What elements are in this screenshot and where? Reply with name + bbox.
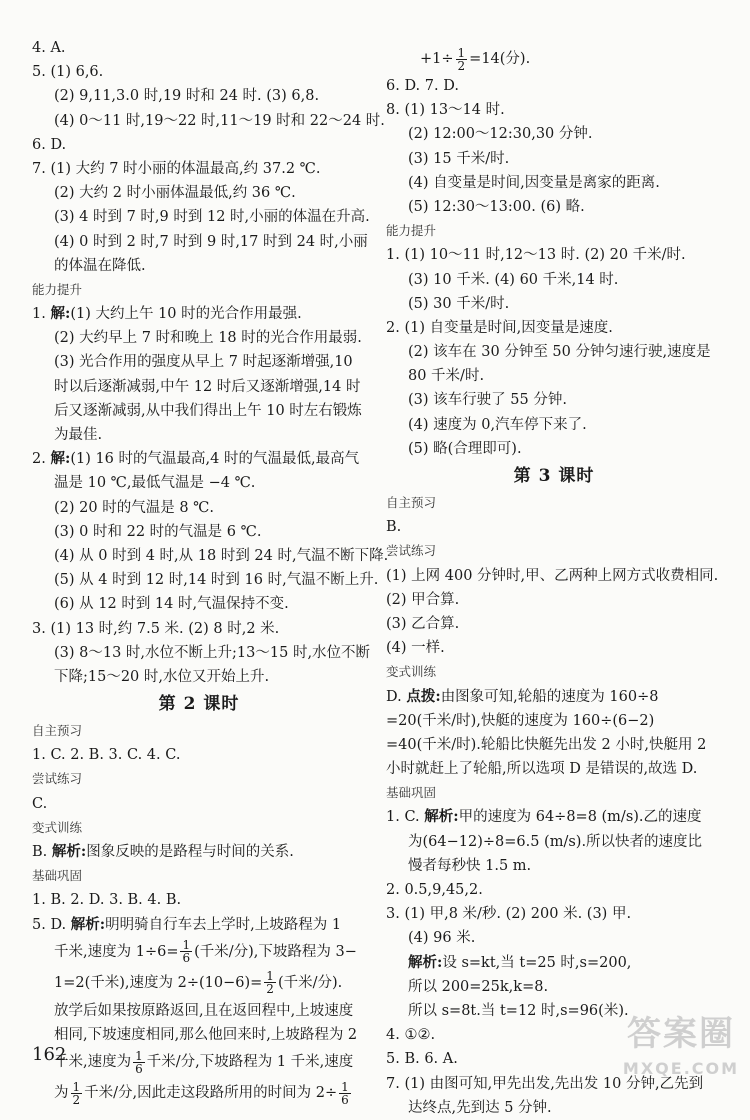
text-segment: +1÷	[420, 51, 454, 67]
answer-line: (2) 20 时的气温是 8 ℃.	[54, 499, 214, 516]
answer-line: 7. (1) 大约 7 时小丽的体温最高,约 37.2 ℃.	[32, 160, 321, 177]
fraction-one-half	[264, 970, 276, 995]
section-heading: 变式训练	[32, 819, 83, 835]
answer-line: 6. D. 7. D.	[386, 78, 459, 94]
answer-line: 达终点,先到达 5 分钟.	[408, 1099, 552, 1116]
text-segment: 千米/分,因此走这段路所用的时间为 2÷	[84, 1085, 338, 1102]
answer-line: (2) 大约 2 时小丽体温最低,约 36 ℃.	[54, 185, 296, 202]
lesson-title: 第 2 课时	[158, 694, 240, 715]
answer-line: 温是 10 ℃,最低气温是 −4 ℃.	[54, 475, 256, 492]
answer-line: (4) 一样.	[386, 640, 445, 657]
section-heading: 能力提升	[32, 281, 83, 297]
answer-line-fraction	[386, 44, 722, 74]
section-heading: 自主预习	[32, 723, 83, 739]
answer-line: (5) 略(合理即可).	[408, 440, 522, 457]
answer-line: (4) 自变量是时间,因变量是离家的距离.	[408, 174, 660, 191]
answer-line: (3) 8～13 时,水位不断上升;13～15 时,水位不断	[54, 644, 371, 661]
answer-line: 2. 0.5,9,45,2.	[386, 882, 483, 898]
answer-line: (4) 从 0 时到 4 时,从 18 时到 24 时,气温不断下降.	[54, 547, 389, 564]
answer-line: (3) 10 千米. (4) 60 千米,14 时.	[408, 271, 619, 288]
fraction-numerator: 1	[457, 45, 466, 60]
answer-line: 6. D.	[32, 136, 67, 153]
answer-line: (6) 从 12 时到 14 时,气温保持不变.	[54, 596, 289, 613]
answer-line: 3. (1) 13 时,约 7.5 米. (2) 8 时,2 米.	[32, 620, 280, 637]
fraction-one-sixth	[133, 1050, 145, 1075]
answer-line-fraction	[32, 937, 366, 967]
fraction-denominator: 2	[72, 1092, 81, 1107]
answer-line: 1. B. 2. D. 3. B. 4. B.	[32, 892, 182, 909]
fraction-one-sixth	[180, 939, 192, 964]
answer-line: 相同,下坡速度相同,那么他回来时,上坡路程为 2	[54, 1026, 358, 1043]
answer-line: 小时就赶上了轮船,所以选项 D 是错误的,故选 D.	[386, 761, 698, 778]
section-heading: 基础巩固	[32, 868, 83, 884]
fraction-numerator: 1	[182, 938, 191, 953]
text-segment: =14(分).	[469, 51, 531, 67]
answer-line: (3) 光合作用的强度从早上 7 时起逐渐增强,10	[54, 354, 353, 371]
text-segment: 千米/分,下坡路程为 1 千米,速度	[146, 1054, 354, 1071]
right-column	[386, 44, 722, 1120]
watermark-logo	[616, 1009, 746, 1091]
answer-line: (3) 乙合算.	[386, 615, 460, 632]
answer-line: 1. C. 解析:甲的速度为 64÷8=8 (m/s).乙的速度	[386, 808, 702, 826]
answer-line: 5. (1) 6,6.	[32, 64, 104, 81]
answer-line: (2) 该车在 30 分钟至 50 分钟匀速行驶,速度是	[408, 344, 711, 361]
answer-line: 7. (1) 由图可知,甲先出发,先出发 10 分钟,乙先到	[386, 1075, 704, 1092]
section-heading: 自主预习	[386, 495, 437, 510]
fraction-numerator: 1	[266, 969, 274, 984]
answer-line: 放学后如果按原路返回,且在返回程中,上坡速度	[54, 1002, 354, 1019]
answer-line: 4. A.	[32, 40, 66, 56]
section-heading: 尝试练习	[386, 543, 437, 559]
section-heading: 变式训练	[386, 664, 437, 680]
text-segment: (千米/分).	[277, 974, 343, 991]
answer-line: B. 解析:图象反映的是路程与时间的关系.	[32, 843, 294, 860]
watermark-url: MXQE.COM	[622, 1059, 740, 1078]
answer-line: 的体温在降低.	[54, 257, 146, 274]
answer-line: (2) 9,11,3.0 时,19 时和 24 时. (3) 6,8.	[54, 88, 320, 105]
fraction-denominator: 6	[341, 1092, 349, 1107]
answer-line: =40(千米/时).轮船比快艇先出发 2 小时,快艇用 2	[386, 736, 707, 753]
fraction-denominator: 2	[457, 58, 466, 73]
fraction-denominator: 2	[266, 982, 274, 997]
answer-line: 下降;15～20 时,水位又开始上升.	[54, 668, 270, 685]
page-number: 162	[32, 1044, 67, 1065]
answer-line-fraction	[32, 1047, 366, 1077]
answer-line: 为最佳.	[54, 427, 103, 443]
answer-line: D. 点拨:由图象可知,轮船的速度为 160÷8	[386, 687, 659, 705]
fraction-numerator: 1	[341, 1079, 349, 1094]
answer-line: 解析:设 s=kt,当 t=25 时,s=200,	[408, 953, 632, 971]
text-segment: 为	[54, 1085, 69, 1102]
answer-line: 1. (1) 10～11 时,12～13 时. (2) 20 千米/时.	[386, 247, 686, 264]
answer-line: (2) 甲合算.	[386, 591, 460, 608]
lesson-title: 第 3 课时	[513, 466, 595, 486]
answer-line-fraction	[32, 967, 366, 999]
answer-line: (4) 0～11 时,19～22 时,11～19 时和 22～24 时.	[54, 112, 385, 129]
answer-line: 1. C. 2. B. 3. C. 4. C.	[32, 747, 181, 764]
answer-line: 3. (1) 甲,8 米/秒. (2) 200 米. (3) 甲.	[386, 906, 632, 923]
answer-line: (3) 该车行驶了 55 分钟.	[408, 392, 567, 409]
answer-line: B.	[386, 519, 402, 536]
answer-line: (3) 15 千米/时.	[408, 150, 510, 167]
text-segment: 千米,速度为	[54, 1054, 132, 1071]
answer-line: C.	[32, 795, 48, 812]
answer-line: 慢者每秒快 1.5 m.	[408, 857, 532, 874]
section-heading: 尝试练习	[32, 771, 83, 787]
watermark-text: 答案圈	[627, 1014, 735, 1054]
answer-line: (5) 12:30～13:00. (6) 略.	[408, 198, 585, 215]
left-column	[32, 36, 389, 1109]
answer-line: 8. (1) 13～14 时.	[386, 102, 505, 119]
section-heading: 基础巩固	[386, 785, 437, 801]
answer-line: (5) 30 千米/时.	[408, 295, 510, 312]
text-segment: (千米/分),下坡路程为 3−	[194, 943, 357, 960]
fraction-numerator: 1	[72, 1079, 81, 1094]
fraction-one-sixth	[339, 1081, 351, 1106]
answer-line: (5) 从 4 时到 12 时,14 时到 16 时,气温不断上升.	[54, 572, 379, 589]
fraction-one-half	[71, 1081, 83, 1106]
answer-line: 80 千米/时.	[408, 368, 485, 385]
answer-line: 2. 解:(1) 16 时的气温最高,4 时的气温最低,最高气	[32, 450, 360, 468]
answer-line: 2. (1) 自变量是时间,因变量是速度.	[386, 319, 613, 336]
text-segment: 1=2(千米),速度为 2÷(10−6)=	[54, 974, 263, 991]
answer-line: 1. 解:(1) 大约上午 10 时的光合作用最强.	[32, 305, 302, 323]
answer-line: 5. D. 解析:明明骑自行车去上学时,上坡路程为 1	[32, 915, 342, 933]
answer-line: 为(64−12)÷8=6.5 (m/s).所以快者的速度比	[408, 833, 703, 850]
answer-line: (1) 上网 400 分钟时,甲、乙两种上网方式收费相同.	[386, 567, 719, 584]
answer-line: (4) 速度为 0,汽车停下来了.	[408, 416, 587, 433]
fraction-numerator: 1	[135, 1048, 143, 1063]
answer-line: (2) 大约早上 7 时和晚上 18 时的光合作用最弱.	[54, 330, 362, 347]
answer-line: (3) 0 时和 22 时的气温是 6 ℃.	[54, 523, 262, 540]
answer-line: (4) 96 米.	[408, 930, 476, 947]
answer-line: 4. ①②.	[386, 1027, 436, 1044]
fraction-denominator: 6	[182, 951, 191, 966]
answer-line: (4) 0 时到 2 时,7 时到 9 时,17 时到 24 时,小丽	[54, 233, 368, 250]
answer-line: (3) 4 时到 7 时,9 时到 12 时,小丽的体温在升高.	[54, 209, 370, 226]
fraction-denominator: 6	[135, 1061, 143, 1076]
fraction-one-half	[456, 47, 468, 72]
answer-line: 后又逐渐减弱,从中我们得出上午 10 时左右锻炼	[54, 402, 362, 419]
text-segment: 千米,速度为 1÷6=	[54, 943, 179, 960]
section-heading: 能力提升	[386, 223, 437, 239]
answer-line: =20(千米/时),快艇的速度为 160÷(6−2)	[386, 712, 655, 729]
answer-line-fraction	[32, 1077, 366, 1109]
answer-line: (2) 12:00～12:30,30 分钟.	[408, 126, 593, 143]
answer-line: 时以后逐渐减弱,中午 12 时后又逐渐增强,14 时	[54, 378, 361, 395]
answer-line: 所以 200=25k,k=8.	[408, 978, 549, 995]
answer-line: 5. B. 6. A.	[386, 1051, 458, 1068]
answer-line: 所以 s=8t.当 t=12 时,s=96(米).	[408, 1002, 629, 1019]
